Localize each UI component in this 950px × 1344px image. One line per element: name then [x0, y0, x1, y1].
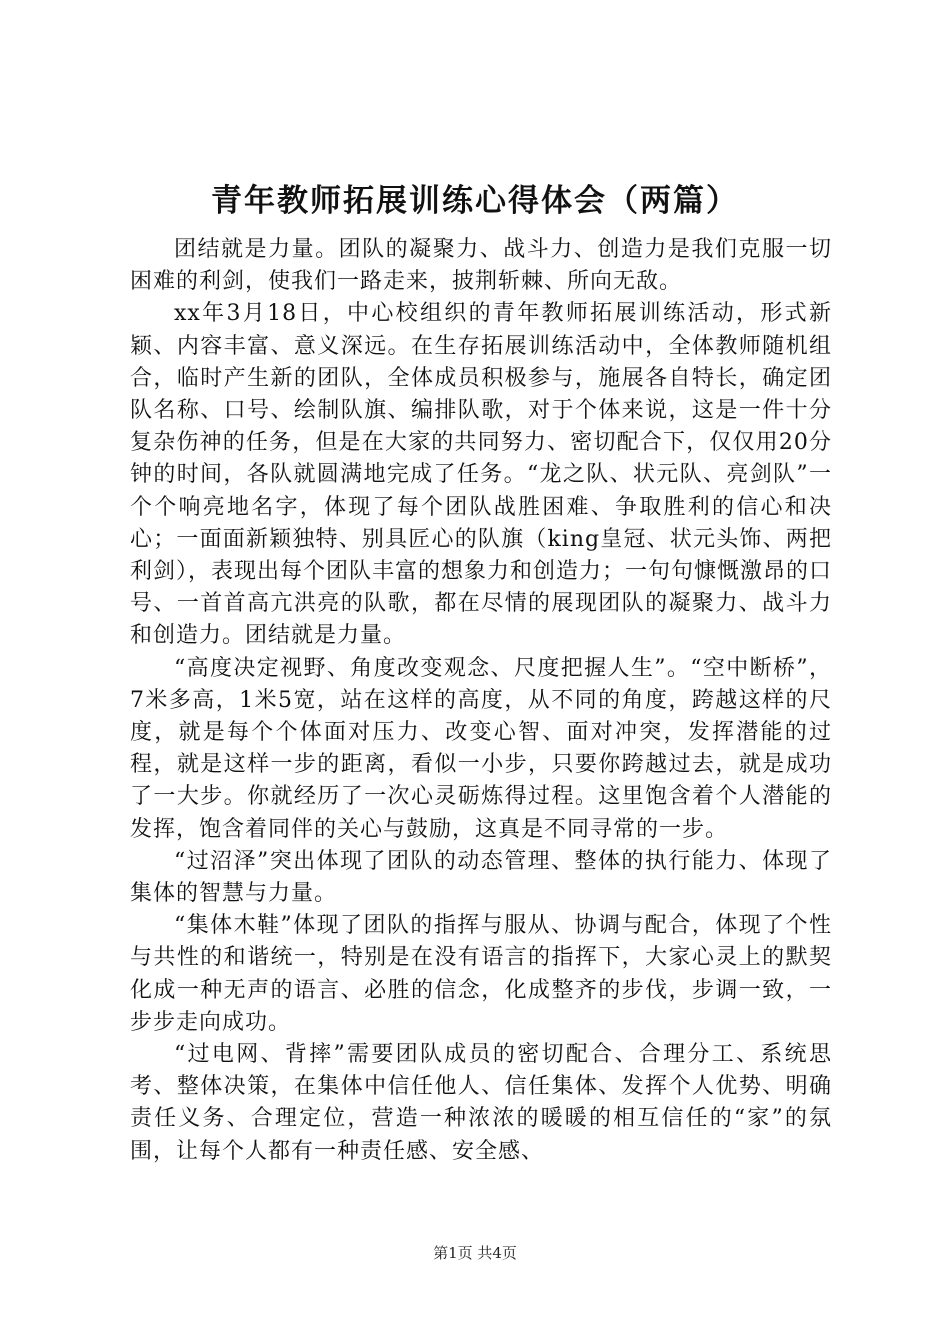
paragraph-6: “过电网、背摔”需要团队成员的密切配合、合理分工、系统思考、整体决策，在集体中信任他人、信任集体、发挥个人优势、明确责任义务、合理定位，营造一种浓浓的暖暖的相互信任的“家”的氛围，让每个人都有一种责任感、安全感、 [130, 1042, 832, 1164]
page-number-footer: 第1页 共4页 [433, 1244, 517, 1262]
paragraph-2: xx年3月18日，中心校组织的青年教师拓展训练活动，形式新颖、内容丰富、意义深远。在生存拓展训练活动中，全体教师随机组合，临时产生新的团队，全体成员积极参与，施展各自特长，确定团队名称、口号、绘制队旗、编排队歌，对于个体来说，这是一件十分复杂伤神的任务，但是在大家的共同努力、密切配合下，仅仅用20分钟的时间，各队就圆满地完成了任务。“龙之队、状元队、亮剑队”一个个响亮地名字，体现了每个团队战胜困难、争取胜利的信心和决心；一面面新颖独特、别具匠心的队旗（king皇冠、状元头饰、两把利剑），表现出每个团队丰富的想象力和创造力；一句句慷慨激昂的口号、一首首高亢洪亮的队歌，都在尽情的展现团队的凝聚力、战斗力和创造力。团结就是力量。 [130, 301, 833, 649]
paragraph-1: 团结就是力量。团队的凝聚力、战斗力、创造力是我们克服一切困难的利剑，使我们一路走来，披荆斩棘、所向无敌。 [130, 237, 832, 295]
paragraph-4: “过沼泽”突出体现了团队的动态管理、整体的执行能力、体现了集体的智慧与力量。 [130, 848, 832, 907]
paragraph-5: “集体木鞋”体现了团队的指挥与服从、协调与配合，体现了个性与共性的和谐统一，特别是在没有语言的指挥下，大家心灵上的默契化成一种无声的语言、必胜的信念，化成整齐的步伐，步调一致，一步步走向成功。 [130, 913, 832, 1035]
paragraph-3: “高度决定视野、角度改变观念、尺度把握人生”。“空中断桥”，7米多高，1米5宽，站在这样的高度，从不同的角度，跨越这样的尺度，就是每个个体面对压力、改变心智、面对冲突，发挥潜能的过程，就是这样一步的距离，看似一小步，只要你跨越过去，就是成功了一大步。你就经历了一次心灵砺炼得过程。这里饱含着个人潜能的发挥，饱含着同伴的关心与鼓励，这真是不同寻常的一步。 [130, 655, 832, 842]
document-body [130, 234, 832, 1168]
document-title: 青年教师拓展训练心得体会（两篇） [211, 183, 739, 219]
